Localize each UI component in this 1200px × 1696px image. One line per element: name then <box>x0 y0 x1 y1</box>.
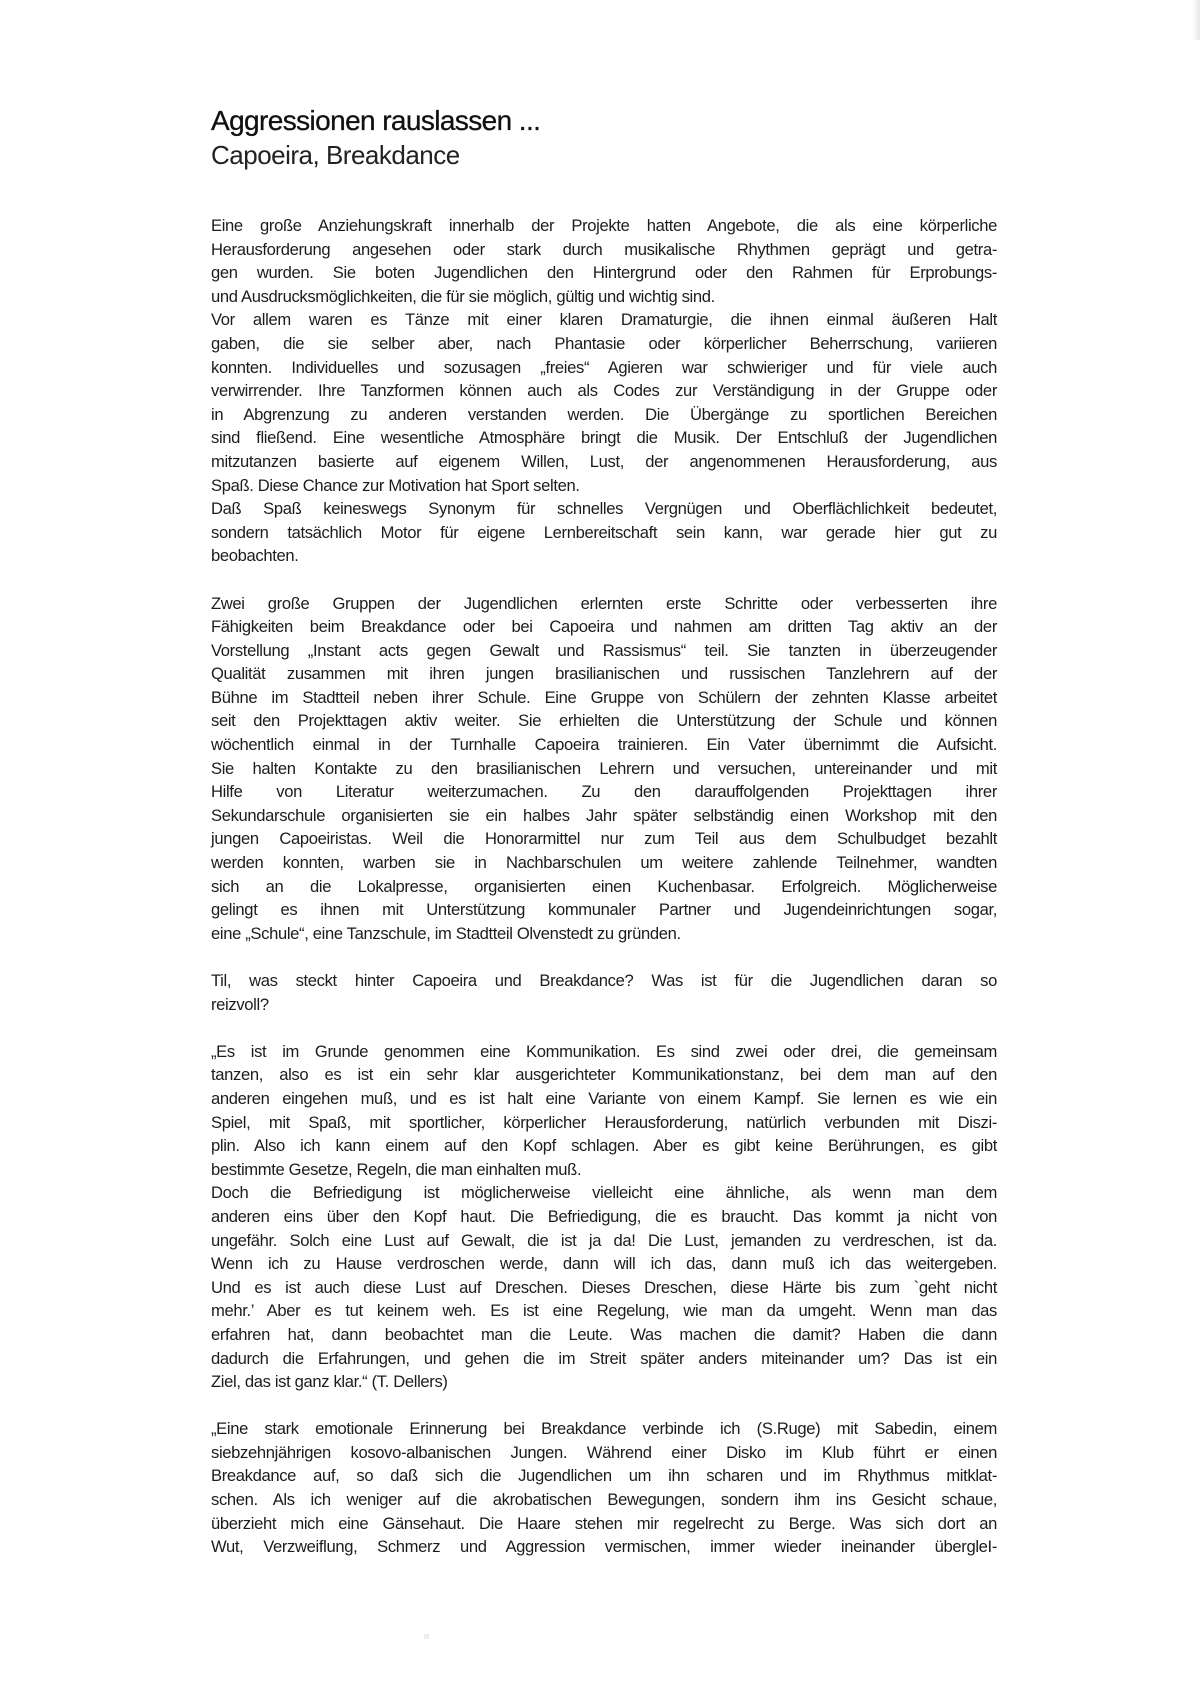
text-line: reizvoll? <box>211 994 269 1014</box>
text-line: Wut, Verzweiflung, Schmerz und Aggression vermischen, immer wieder ineinander übergleI- <box>211 1537 997 1557</box>
text-line: in Abgrenzung zu anderen verstanden werden. Die Übergänge zu sportlichen Bereichen <box>211 404 997 424</box>
document-page <box>211 104 997 1559</box>
text-line: Sie halten Kontakte zu den brasilianischen Lehrern und versuchen, untereinander und mit <box>211 758 997 778</box>
text-line: gen wurden. Sie boten Jugendlichen den Hintergrund oder den Rahmen für Erprobungs- <box>211 263 997 283</box>
text-line: werden konnten, warben sie in Nachbarschulen um weitere zahlende Teilnehmer, wandten <box>211 853 997 873</box>
text-line: erfahren hat, dann beobachtet man die Leute. Was machen die damit? Haben die dann <box>211 1324 997 1344</box>
text-line: beobachten. <box>211 546 299 566</box>
text-line: sind fließend. Eine wesentliche Atmosphäre bringt die Musik. Der Entschluß der Jugendlichen <box>211 428 997 448</box>
text-line: konnten. Individuelles und sozusagen „freies“ Agieren war schwieriger und für viele auch <box>211 357 997 377</box>
text-line: Ziel, das ist ganz klar.“ (T. Dellers) <box>211 1372 448 1392</box>
text-line: Bühne im Stadtteil neben ihrer Schule. Eine Gruppe von Schülern der zehnten Klasse arbeitet <box>211 687 997 707</box>
text-line: mitzutanzen basierte auf eigenem Willen, Lust, der angenommenen Herausforderung, aus <box>211 451 997 471</box>
text-line: anderen eingehen muß, und es ist halt eine Variante von einem Kampf. Sie lernen es wie ein <box>211 1088 997 1108</box>
text-line: Und es ist auch diese Lust auf Dreschen. Dieses Dreschen, diese Härte bis zum `geht nicht <box>211 1277 997 1297</box>
text-line: verwirrender. Ihre Tanzformen können auch als Codes zur Verständigung in der Gruppe oder <box>211 381 997 401</box>
text-line: Herausforderung angesehen oder stark durch musikalische Rhythmen geprägt und getra- <box>211 239 997 259</box>
text-line: bestimmte Gesetze, Regeln, die man einhalten muß. <box>211 1159 582 1179</box>
paragraph-intro <box>211 214 997 308</box>
text-line: Vorstellung „Instant acts gegen Gewalt und Rassismus“ teil. Sie tanzten in überzeugender <box>211 640 997 660</box>
scan-dust-mark <box>424 1634 429 1639</box>
text-line: mehr.’ Aber es tut keinem weh. Es ist eine Regelung, wie man da umgeht. Wenn man das <box>211 1301 997 1321</box>
text-line: und Ausdrucksmöglichkeiten, die für sie möglich, gültig und wichtig sind. <box>211 286 715 306</box>
text-line: seit den Projekttagen aktiv weiter. Sie erhielten die Unterstützung der Schule und können <box>211 711 997 731</box>
text-line: Zwei große Gruppen der Jugendlichen erlernten erste Schritte oder verbesserten ihre <box>211 593 997 613</box>
paragraph-fun-motivation <box>211 497 997 568</box>
text-line: eine „Schule“, eine Tanzschule, im Stadtteil Olvenstedt zu gründen. <box>211 923 681 943</box>
text-line: Spaß. Diese Chance zur Motivation hat Sport selten. <box>211 475 580 495</box>
text-line: Wenn ich zu Hause verdroschen werde, dann will ich das, dann muß ich das weitergeben. <box>211 1254 997 1274</box>
text-line: tanzen, also es ist ein sehr klar ausgerichteter Kommunikationstanz, bei dem man auf den <box>211 1065 997 1085</box>
text-line: sondern tatsächlich Motor für eigene Lernbereitschaft sein kann, war gerade hier gut zu <box>211 522 997 542</box>
text-line: Fähigkeiten beim Breakdance oder bei Capoeira und nahmen am dritten Tag aktiv an der <box>211 617 997 637</box>
text-line: gelingt es ihnen mit Unterstützung kommunaler Partner und Jugendeinrichtungen sogar, <box>211 900 997 920</box>
text-line: jungen Capoeiristas. Weil die Honorarmittel nur zum Teil aus dem Schulbudget bezahlt <box>211 829 997 849</box>
text-line: „Es ist im Grunde genommen eine Kommunikation. Es sind zwei oder drei, die gemeinsam <box>211 1041 997 1061</box>
text-line: gaben, die sie selber aber, nach Phantasie oder körperlicher Beherrschung, variieren <box>211 333 997 353</box>
text-line: plin. Also ich kann einem auf den Kopf schlagen. Aber es gibt keine Berührungen, es gibt <box>211 1136 997 1156</box>
text-line: siebzehnjährigen kosovo-albanischen Jungen. Während einer Disko im Klub führt er einen <box>211 1442 997 1462</box>
text-line: überzieht mich eine Gänsehaut. Die Haare stehen mir regelrecht zu Berge. Was sich dort an <box>211 1513 997 1533</box>
text-line: Daß Spaß keineswegs Synonym für schnelles Vergnügen und Oberflächlichkeit bedeutet, <box>211 499 997 519</box>
paragraph-quote-satisfaction <box>211 1181 997 1393</box>
page-title: Aggressionen rauslassen ... <box>211 105 541 136</box>
paragraph-dances <box>211 308 997 497</box>
text-line: „Eine stark emotionale Erinnerung bei Breakdance verbinde ich (S.Ruge) mit Sabedin, einem <box>211 1419 997 1439</box>
paragraph-groups <box>211 592 997 946</box>
text-line: Hilfe von Literatur weiterzumachen. Zu den darauffolgenden Projekttagen ihrer <box>211 782 997 802</box>
paragraph-question <box>211 969 997 1016</box>
text-line: ungefähr. Solch eine Lust auf Gewalt, die ist ja da! Die Lust, jemanden zu verdreschen, ist da. <box>211 1230 997 1250</box>
text-line: sich an die Lokalpresse, organisierten einen Kuchenbasar. Erfolgreich. Möglicherweise <box>211 876 997 896</box>
page-subtitle: Capoeira, Breakdance <box>211 140 460 170</box>
paragraph-quote-memory <box>211 1417 997 1559</box>
text-line: Til, was steckt hinter Capoeira und Breakdance? Was ist für die Jugendlichen daran so <box>211 971 997 990</box>
text-line: dadurch die Erfahrungen, und gehen die im Streit später anders miteinander um? Das ist ein <box>211 1348 997 1368</box>
text-line: Eine große Anziehungskraft innerhalb der Projekte hatten Angebote, die als eine körperliche <box>211 216 997 235</box>
text-line: Qualität zusammen mit ihren jungen brasilianischen und russischen Tanzlehrern auf der <box>211 664 997 684</box>
text-line: wöchentlich einmal in der Turnhalle Capoeira trainieren. Ein Vater übernimmt die Aufsicht. <box>211 735 997 755</box>
text-line: Sekundarschule organisierten sie ein halbes Jahr später selbständig einen Workshop mit den <box>211 805 997 825</box>
text-line: Doch die Befriedigung ist möglicherweise vielleicht eine ähnliche, als wenn man dem <box>211 1183 997 1203</box>
text-line: Spiel, mit Spaß, mit sportlicher, körperlicher Herausforderung, natürlich verbunden mit Diszi- <box>211 1112 997 1132</box>
scan-edge-artifact <box>1192 0 1200 40</box>
article-body <box>211 214 997 1559</box>
text-line: Breakdance auf, so daß sich die Jugendlichen um ihn scharen und im Rhythmus mitklat- <box>211 1466 997 1486</box>
text-line: Vor allem waren es Tänze mit einer klaren Dramaturgie, die ihnen einmal äußeren Halt <box>211 310 997 330</box>
text-line: schen. Als ich weniger auf die akrobatischen Bewegungen, sondern ihm ins Gesicht schaue, <box>211 1490 997 1510</box>
paragraph-quote-communication <box>211 1040 997 1182</box>
text-line: anderen eins über den Kopf haut. Die Befriedigung, die es braucht. Das kommt ja nicht von <box>211 1206 997 1226</box>
